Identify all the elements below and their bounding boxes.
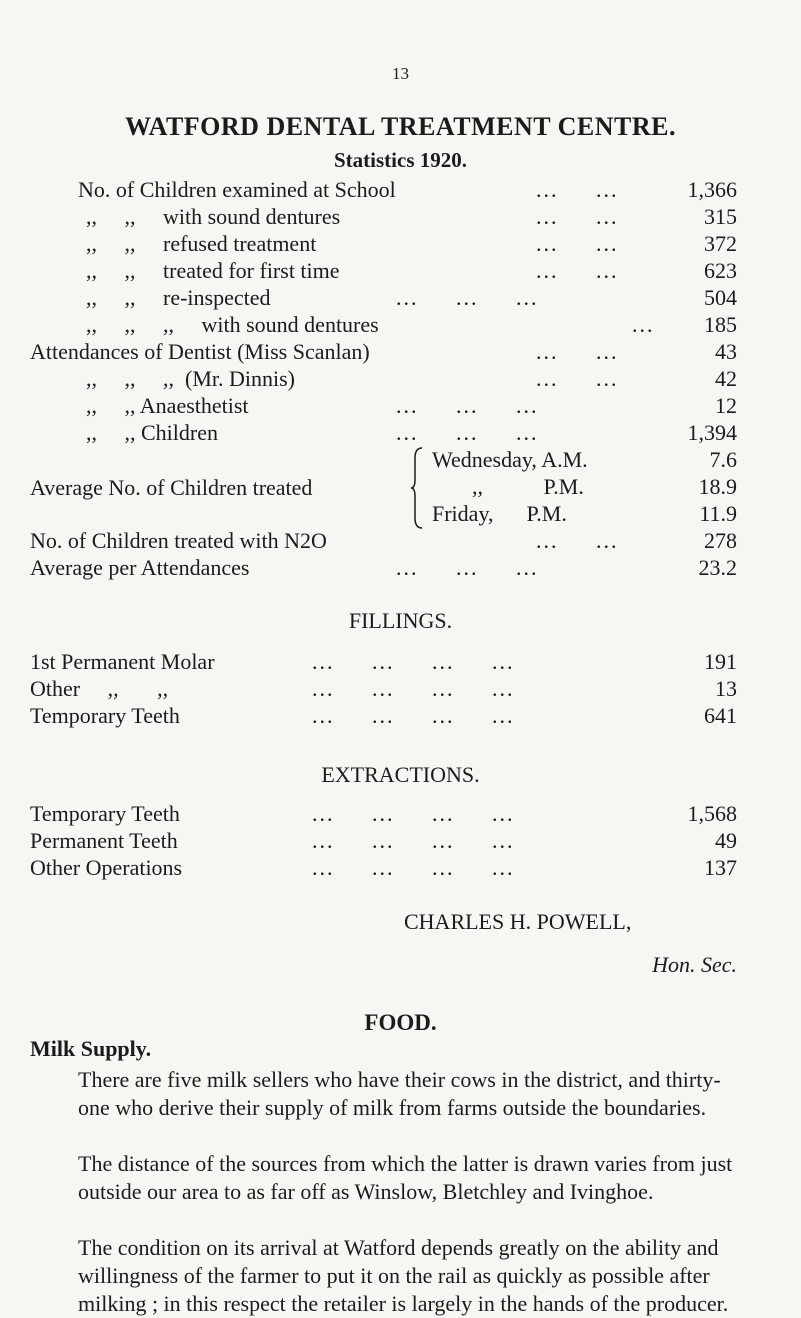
filling-dots: ... ... ... ... [312, 676, 515, 701]
food-heading: FOOD. [364, 1010, 437, 1035]
stat-row: ,, ,, ,, with sound dentures [86, 312, 379, 337]
average-value: 7.6 [709, 447, 737, 472]
filling-row: Other ,, ,, [30, 676, 169, 701]
extraction-row: Permanent Teeth [30, 828, 178, 853]
extraction-dots: ... ... ... ... [312, 828, 515, 853]
stat-dots: ... ... [536, 177, 619, 202]
stat-value: 43 [715, 339, 737, 364]
food-subheading: Milk Supply. [30, 1036, 152, 1061]
average-day: ,, P.M. [472, 474, 584, 499]
food-paragraph: The distance of the sources from which the latter is drawn varies from just outside our area to as far off as Winslow, Bletchley and Ivinghoe. [78, 1151, 733, 1204]
stat-value: 315 [704, 204, 737, 229]
document-title: WATFORD DENTAL TREATMENT CENTRE. [124, 112, 677, 141]
signature-role: Hon. Sec. [652, 952, 737, 977]
stat-row: ,, ,, with sound dentures [86, 204, 341, 229]
brace-icon [410, 446, 426, 530]
stat-row: ,, ,, Children [86, 420, 218, 445]
average-treated-label: Average No. of Children treated [30, 475, 313, 500]
filling-dots: ... ... ... ... [312, 649, 515, 674]
extraction-value: 1,568 [687, 801, 737, 826]
signature-name: CHARLES H. POWELL, [404, 909, 632, 934]
filling-value: 641 [704, 703, 737, 728]
filling-value: 13 [715, 676, 737, 701]
extraction-row: Other Operations [30, 855, 183, 880]
stat-value: 278 [704, 528, 737, 553]
extraction-row: Temporary Teeth [30, 801, 180, 826]
stat-value: 42 [715, 366, 737, 391]
filling-dots: ... ... ... ... [312, 703, 515, 728]
stat-row: ,, ,, refused treatment [86, 231, 317, 256]
food-paragraph: There are five milk sellers who have their cows in the district, and thirty-one who derive their supply of milk from farms outside the boundaries. [78, 1067, 721, 1120]
extraction-value: 49 [715, 828, 737, 853]
stat-dots: ... ... [536, 366, 619, 391]
extraction-dots: ... ... ... ... [312, 855, 515, 880]
stat-dots: ... ... [536, 528, 619, 553]
stat-value: 504 [704, 285, 737, 310]
average-day: Wednesday, A.M. [432, 447, 588, 472]
page-number: 13 [392, 64, 409, 83]
average-value: 18.9 [698, 474, 737, 499]
stat-dots: ... ... [536, 231, 619, 256]
stat-row: ,, ,, treated for first time [86, 258, 340, 283]
stat-row: Attendances of Dentist (Miss Scanlan) [30, 339, 370, 364]
stat-row: Average per Attendances [30, 555, 250, 580]
stat-row: ,, ,, re-inspected [86, 285, 271, 310]
stat-row: No. of Children treated with N2O [30, 528, 327, 553]
extractions-heading: EXTRACTIONS. [321, 762, 480, 787]
stat-dots: ... ... [536, 258, 619, 283]
filling-row: Temporary Teeth [30, 703, 180, 728]
extraction-dots: ... ... ... ... [312, 801, 515, 826]
stat-value: 12 [715, 393, 737, 418]
stat-value: 1,366 [687, 177, 737, 202]
stat-dots: ... ... ... [396, 555, 539, 580]
stat-value: 623 [704, 258, 737, 283]
stat-row: ,, ,, ,, (Mr. Dinnis) [86, 366, 295, 391]
stat-dots: ... ... ... [396, 393, 539, 418]
document-subtitle: Statistics 1920. [334, 148, 467, 172]
stat-value: 185 [704, 312, 737, 337]
stat-dots: ... ... [536, 204, 619, 229]
stat-row: No. of Children examined at School [78, 177, 396, 202]
average-day: Friday, P.M. [432, 501, 567, 526]
stat-dots: ... ... [536, 339, 619, 364]
stat-dots: ... ... ... [396, 420, 539, 445]
stat-dots: ... ... ... [396, 285, 539, 310]
average-value: 11.9 [699, 501, 737, 526]
filling-value: 191 [704, 649, 737, 674]
stat-value: 23.2 [698, 555, 737, 580]
stat-value: 372 [704, 231, 737, 256]
fillings-heading: FILLINGS. [348, 608, 453, 633]
extraction-value: 137 [704, 855, 737, 880]
filling-row: 1st Permanent Molar [30, 649, 215, 674]
stat-dots: ... [632, 312, 655, 337]
food-paragraph: The condition on its arrival at Watford depends greatly on the ability and willingness of the farmer to put it on the rail as quickly as possible after milking ; in this respect the retailer is largely in the hands of the producer. [78, 1235, 729, 1316]
stat-value: 1,394 [687, 420, 737, 445]
stat-row: ,, ,, Anaesthetist [86, 393, 249, 418]
